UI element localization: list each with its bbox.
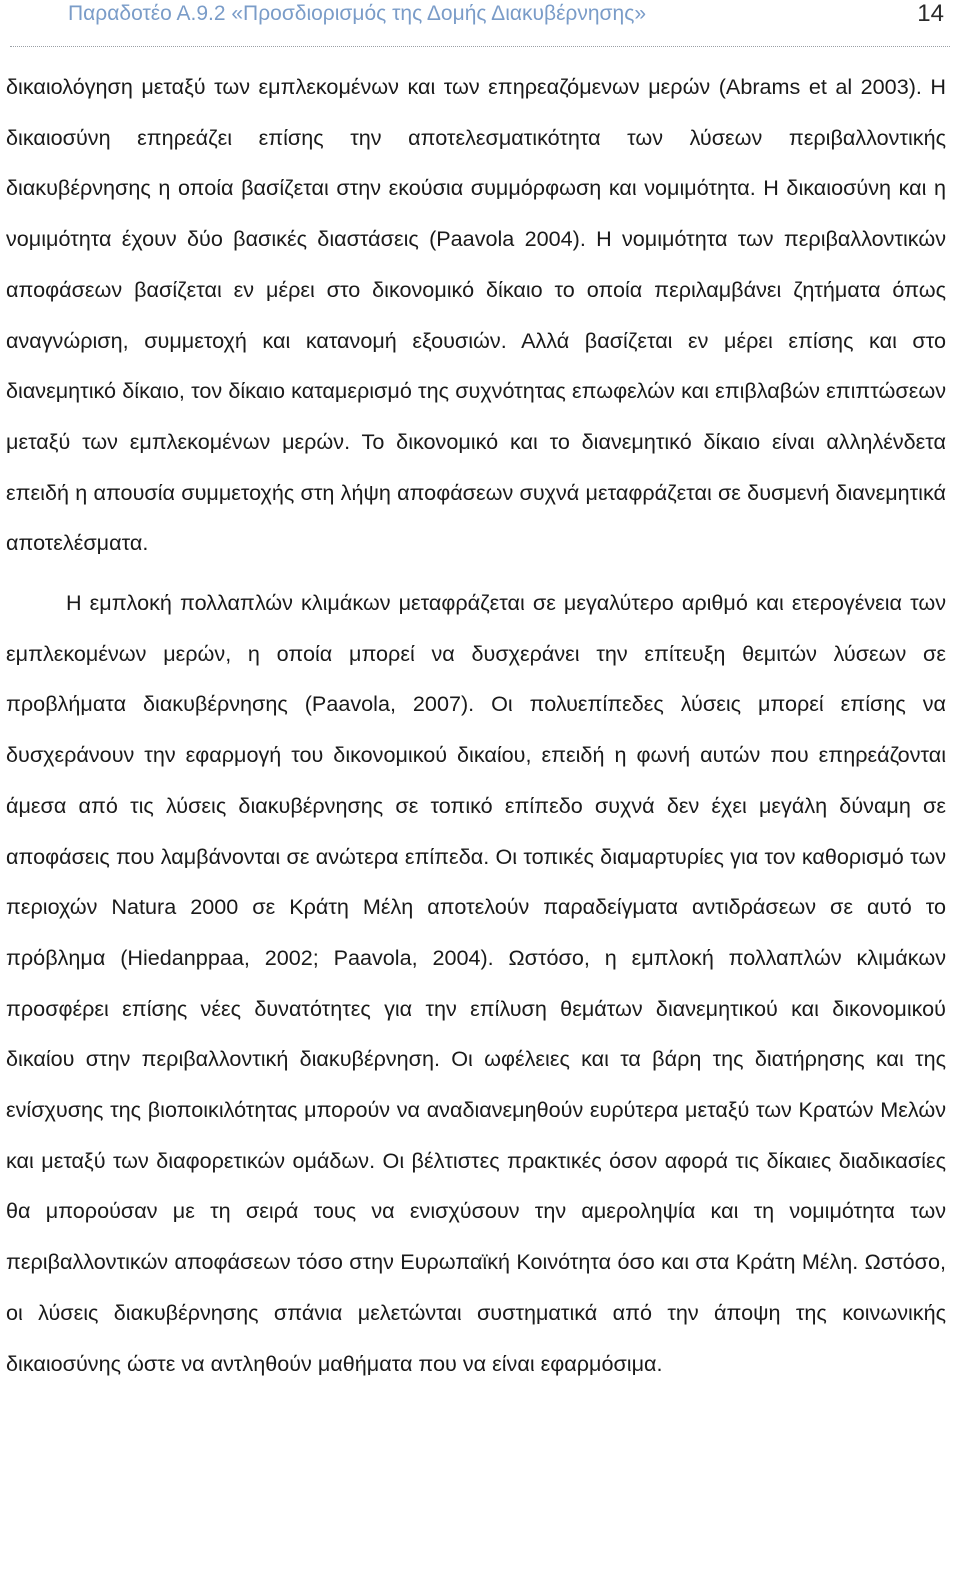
page-number: 14: [917, 0, 944, 27]
page-header: [10, 0, 950, 47]
paragraph: Η εμπλοκή πολλαπλών κλιμάκων μεταφράζεται σε μεγαλύτερο αριθμό και ετερογένεια των εμπλεκομένων μερών, η οποία μπορεί να δυσχεράνει την επίτευξη θεμιτών λύσεων σε προβλήματα διακυβέρνησης (Paavola, 2007). Οι πολυεπίπεδες λύσεις μπορεί επίσης να δυσχεράνουν την εφαρμογή του δικονομικού δικαίου, επειδή η φωνή αυτών που επηρεάζονται άμεσα από τις λύσεις διακυβέρνησης σε τοπικό επίπεδο συχνά δεν έχει μεγάλη δύναμη σε αποφάσεις που λαμβάνονται σε ανώτερα επίπεδα. Οι τοπικές διαμαρτυρίες για τον καθορισμό των περιοχών Natura 2000 σε Κράτη Μέλη αποτελούν παραδείγματα αντιδράσεων σε αυτό το πρόβλημα (Hiedanppaa, 2002; Paavola, 2004). Ωστόσο, η εμπλοκή πολλαπλών κλιμάκων προσφέρει επίσης νέες δυνατότητες για την επίλυση θεμάτων διανεμητικού και δικονομικού δικαίου στην περιβαλλοντική διακυβέρνηση. Οι ωφέλειες και τα βάρη της διατήρησης και της ενίσχυσης της βιοποικιλότητας μπορούν να αναδιανεμηθούν ευρύτερα μεταξύ των Κρατών Μελών και μεταξύ των διαφορετικών ομάδων. Οι βέλτιστες πρακτικές όσον αφορά τις δίκαιες διαδικασίες θα μπορούσαν με τη σειρά τους να ενισχύσουν την αμεροληψία και τη νομιμότητα των περιβαλλοντικών αποφάσεων τόσο στην Ευρωπαϊκή Κοινότητα όσο και στα Κράτη Μέλη. Ωστόσο, οι λύσεις διακυβέρνησης σπάνια μελετώνται συστηματικά από την άποψη της κοινωνικής δικαιοσύνης ώστε να αντληθούν μαθήματα που να είναι εφαρμόσιμα.: [6, 590, 946, 1376]
document-body: [6, 62, 946, 1389]
paragraph: δικαιολόγηση μεταξύ των εμπλεκομένων και των επηρεαζόμενων μερών (Abrams et al 2003). Η δικαιοσύνη επηρεάζει επίσης την αποτελεσματικότητα των λύσεων περιβαλλοντικής διακυβέρνησης η οποία βασίζεται στην εκούσια συμμόρφωση και νομιμότητα. Η δικαιοσύνη και η νομιμότητα έχουν δύο βασικές διαστάσεις (Paavola 2004). Η νομιμότητα των περιβαλλοντικών αποφάσεων βασίζεται εν μέρει στο δικονομικό δίκαιο το οποία περιλαμβάνει ζητήματα όπως αναγνώριση, συμμετοχή και κατανομή εξουσιών. Αλλά βασίζεται εν μέρει επίσης και στο διανεμητικό δίκαιο, τον δίκαιο καταμερισμό της συχνότητας επωφελών και επιβλαβών επιπτώσεων μεταξύ των εμπλεκομένων μερών. Το δικονομικό και το διανεμητικό δίκαιο είναι αλληλένδετα επειδή η απουσία συμμετοχής στη λήψη αποφάσεων συχνά μεταφράζεται σε δυσμενή διανεμητικά αποτελέσματα.: [6, 74, 946, 556]
document-title: Παραδοτέο Α.9.2 «Προσδιορισμός της Δομής Διακυβέρνησης»: [68, 2, 646, 25]
